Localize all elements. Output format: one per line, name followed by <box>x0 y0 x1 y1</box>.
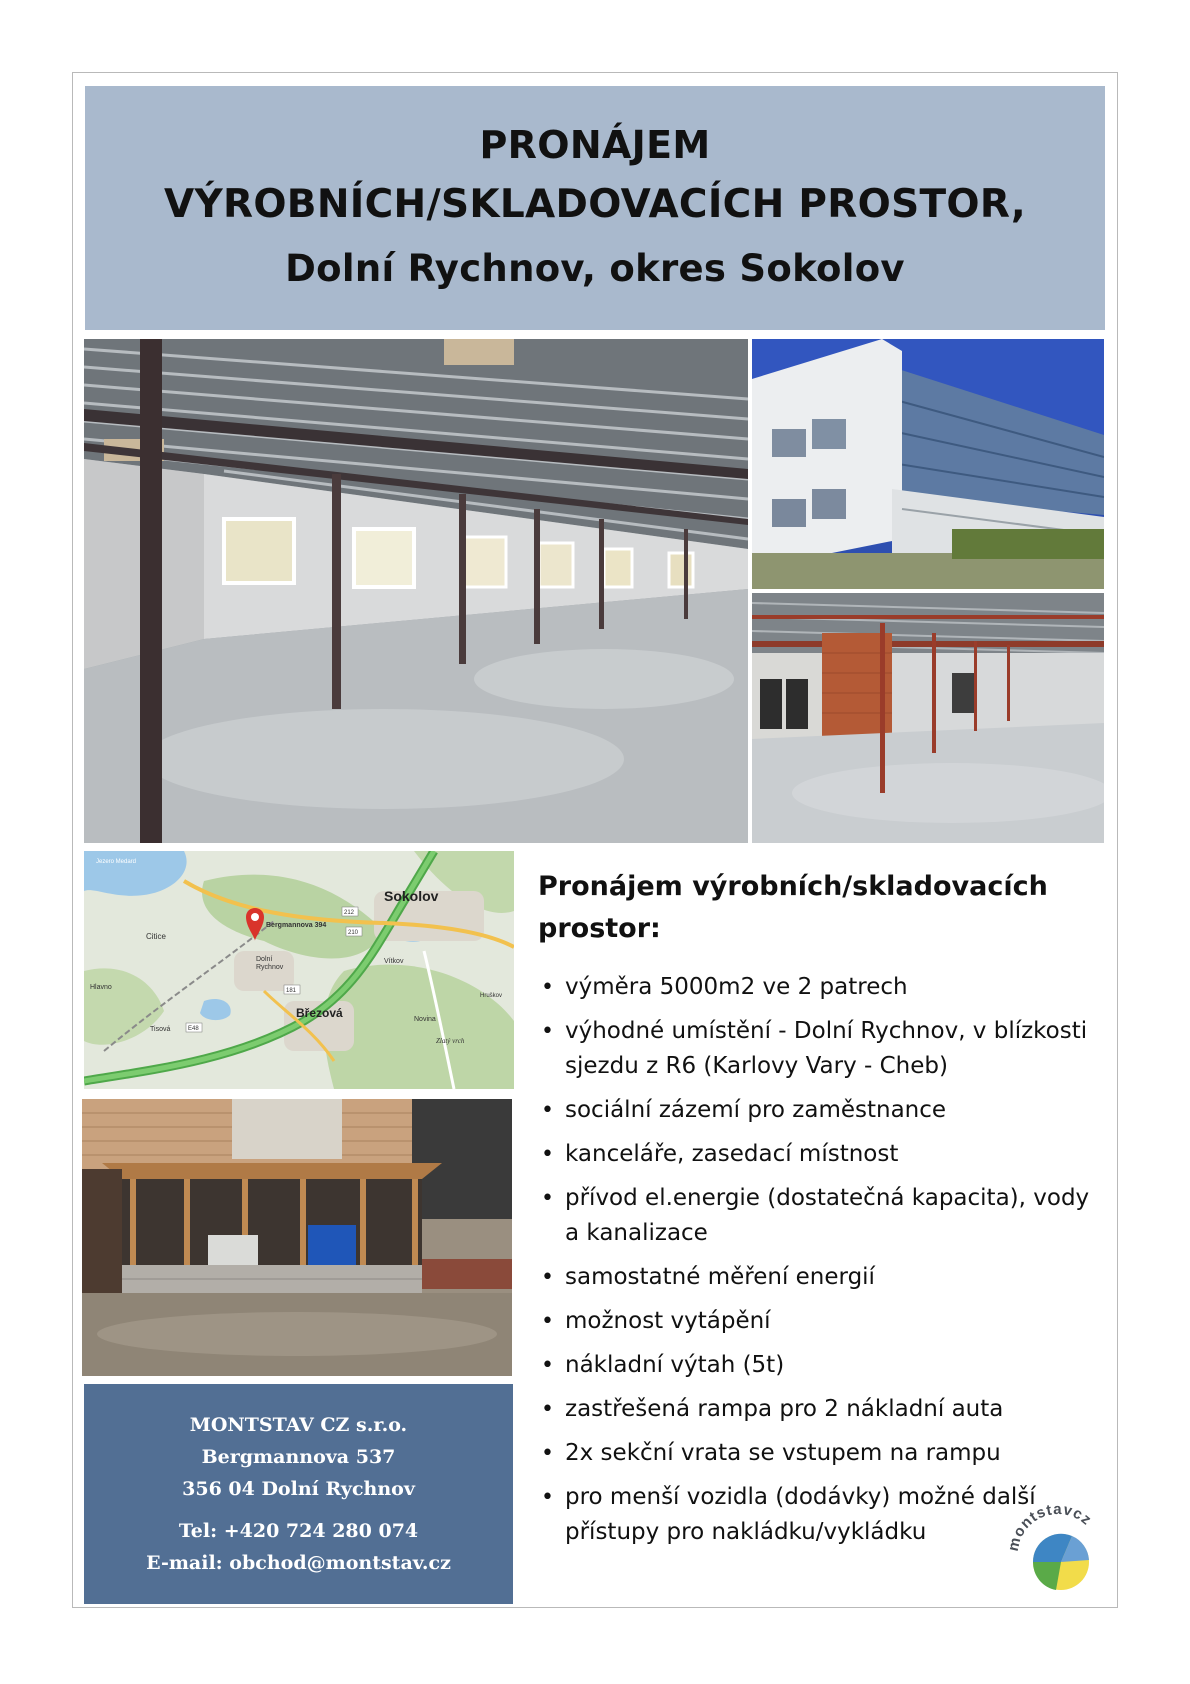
contact-city: 356 04 Dolní Rychnov <box>182 1478 415 1500</box>
feature-item: • 2x sekční vrata se vstupem na rampu <box>538 1436 1105 1471</box>
building-exterior-photo <box>752 339 1104 589</box>
map-city-sokolov: Sokolov <box>384 888 439 904</box>
map-lake: Jezero Medard <box>96 859 137 865</box>
hall-interior-photo <box>84 339 748 843</box>
feature-item: • kanceláře, zasedací místnost <box>538 1137 1105 1172</box>
map-road-210: 210 <box>348 930 359 936</box>
features-section <box>538 866 1118 1559</box>
feature-item: • výměra 5000m2 ve 2 patrech <box>538 970 1105 1005</box>
feature-item: • přívod el.energie (dostatečná kapacita), vody a kanalizace <box>538 1181 1105 1251</box>
feature-item: • zastřešená rampa pro 2 nákladní auta <box>538 1392 1105 1427</box>
map-city-brezova: Březová <box>296 1006 343 1020</box>
montstav-logo <box>1006 1502 1106 1594</box>
contact-company: MONTSTAV CZ s.r.o. <box>189 1414 408 1436</box>
loading-ramp-photo <box>82 1099 512 1376</box>
feature-item: • samostatné měření energií <box>538 1260 1105 1295</box>
map-place-tisova: Tisová <box>150 1026 171 1033</box>
interior-brick-photo <box>752 593 1104 843</box>
contact-street: Bergmannova 537 <box>201 1446 396 1468</box>
logo-text: montstavcz <box>1006 1502 1096 1553</box>
map-road-181: 181 <box>286 988 297 994</box>
title-banner <box>85 86 1105 330</box>
map-road-212: 212 <box>344 910 355 916</box>
feature-item: • možnost vytápění <box>538 1304 1105 1339</box>
title-line-3: Dolní Rychnov, okres Sokolov <box>285 247 905 290</box>
map-place-hruskov: Hruškov <box>480 993 503 999</box>
map-pin-label: Bergmannova 394 <box>266 922 327 929</box>
map-place-novina: Novina <box>414 1016 436 1023</box>
map-place-citice: Citice <box>146 932 167 941</box>
features-heading: Pronájem výrobních/skladovacích prostor: <box>538 871 1048 944</box>
contact-phone[interactable]: Tel: +420 724 280 074 <box>178 1520 419 1542</box>
map-place-zlaty: Zlatý vrch <box>436 1037 465 1045</box>
title-line-2: VÝROBNÍCH/SKLADOVACÍCH PROSTOR, <box>164 182 1026 227</box>
map-place-vitkov: Vítkov <box>384 958 404 965</box>
map-road-e48: E48 <box>188 1026 199 1032</box>
title-line-1: PRONÁJEM <box>479 123 711 167</box>
features-list <box>538 970 1118 1550</box>
contact-box <box>84 1384 513 1604</box>
location-map <box>84 851 514 1089</box>
feature-item: • sociální zázemí pro zaměstnance <box>538 1093 1105 1128</box>
map-town-rychnov: Rychnov <box>256 964 284 971</box>
contact-email[interactable]: E-mail: obchod@montstav.cz <box>146 1552 451 1574</box>
feature-item: • výhodné umístění - Dolní Rychnov, v blízkosti sjezdu z R6 (Karlovy Vary - Cheb) <box>538 1014 1105 1084</box>
feature-item: • nákladní výtah (5t) <box>538 1348 1105 1383</box>
feature-item: • pro menší vozidla (dodávky) možné další přístupy pro nakládku/vykládku <box>538 1480 1105 1550</box>
map-town-dolni: Dolní <box>256 956 273 963</box>
map-place-hlavno: Hlavno <box>90 984 112 991</box>
